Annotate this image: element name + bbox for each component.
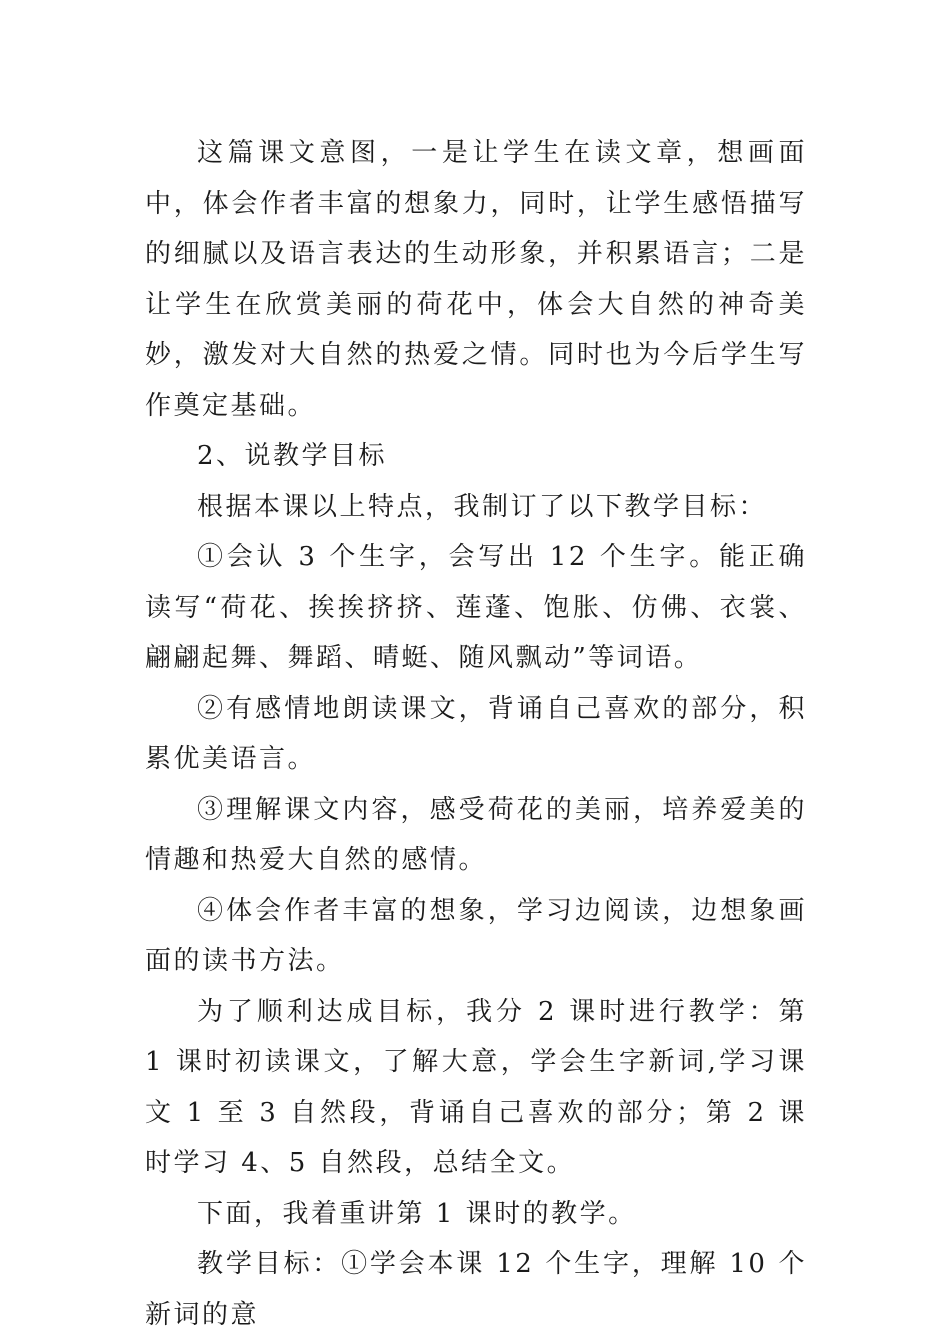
paragraph-goal-3: ③理解课文内容，感受荷花的美丽，培养爱美的情趣和热爱大自然的感情。 xyxy=(145,794,807,875)
section-heading-teaching-goals: 2、说教学目标 xyxy=(197,441,388,471)
paragraph-intent: 这篇课文意图，一是让学生在读文章，想画面中，体会作者丰富的想象力，同时，让学生感悟描写的细腻以及语言表达的生动形象，并积累语言；二是让学生在欣赏美丽的荷花中，体会大自然的神奇美妙，激发对大自然的热爱之情。同时也为今后学生写作奠定基础。 xyxy=(145,138,807,421)
paragraph-goal-1: ①会认 3 个生字，会写出 12 个生字。能正确读写“荷花、挨挨挤挤、莲蓬、饱胀、仿佛、衣裳、翩翩起舞、舞蹈、晴蜓、随风飘动”等词语。 xyxy=(145,542,807,673)
paragraph-goal-2: ②有感情地朗读课文，背诵自己喜欢的部分，积累优美语言。 xyxy=(145,693,807,774)
paragraph-lesson-objectives: 教学目标：①学会本课 12 个生字，理解 10 个新词的意 xyxy=(145,1249,807,1330)
document-page xyxy=(145,128,807,1340)
paragraph-lesson-plan: 为了顺利达成目标，我分 2 课时进行教学：第 1 课时初读课文，了解大意，学会生字新词,学习课文 1 至 3 自然段，背诵自己喜欢的部分；第 2 课时学习 4、5 自然段，总结全文。 xyxy=(145,996,807,1178)
paragraph-goal-4: ④体会作者丰富的想象，学习边阅读，边想象画面的读书方法。 xyxy=(145,895,807,976)
paragraph-first-lesson: 下面，我着重讲第 1 课时的教学。 xyxy=(197,1198,637,1229)
paragraph-goals-intro: 根据本课以上特点，我制订了以下教学目标： xyxy=(197,491,768,522)
